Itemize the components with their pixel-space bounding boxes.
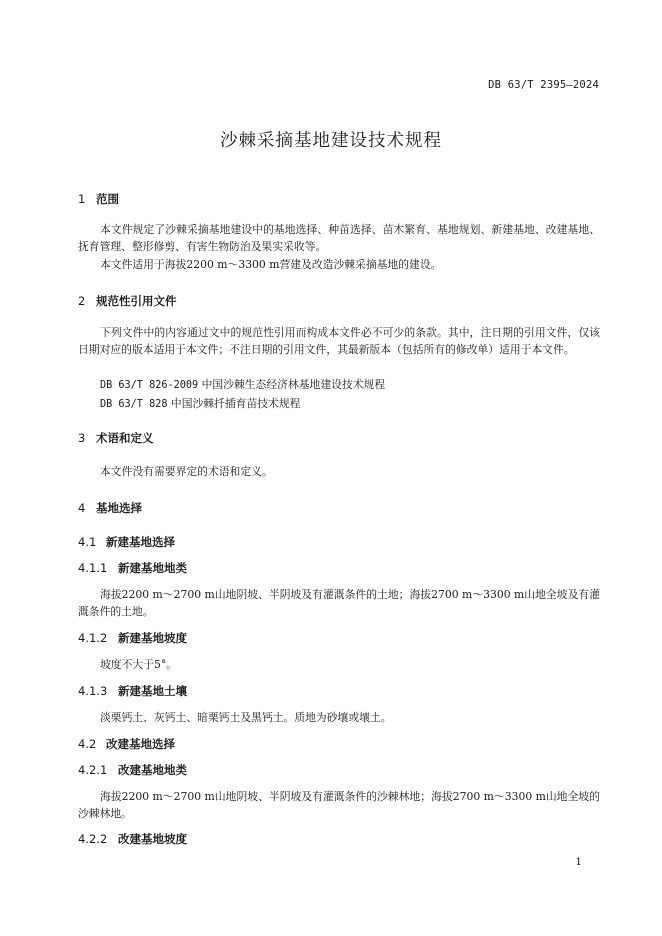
section-number: 4 [78,501,86,515]
paragraph-4-1-2: 坡度不大于5°。 [100,658,178,671]
section-title: 新建基地坡度 [118,631,187,645]
paragraph-scope-1: 本文件规定了沙棘采摘基地建设中的基地选择、种苗选择、苗木繁育、基地规划、新建基地、改建基地、抚育管理、整形修剪、有害生物防治及果实采收等。 [78,223,600,253]
subsection-heading-4-1 [78,534,175,550]
reference-name: 中国沙棘生态经济林基地建设技术规程 [201,378,386,391]
reference-name: 中国沙棘扦插育苗技术规程 [170,397,301,410]
paragraph-4-1-1: 海拔2200 m～2700 m山地阴坡、半阴坡及有灌溉条件的土地；海拔2700 m～3300 m山地全坡及有灌溉条件的土地。 [78,588,600,618]
section-title: 规范性引用文件 [96,294,177,308]
subsection-heading-4-2-1 [78,762,187,778]
section-title: 改建基地坡度 [118,832,187,846]
section-title: 改建基地选择 [106,737,175,751]
section-title: 改建基地地类 [118,763,187,777]
section-title: 新建基地土壤 [118,684,187,698]
section-title: 新建基地地类 [118,561,187,575]
section-heading-4 [78,500,142,516]
section-number: 4.1.1 [78,561,108,575]
section-number: 4.2.2 [78,832,108,846]
subsection-heading-4-1-2 [78,630,187,646]
paragraph-4-1-3: 淡栗钙土、灰钙土、暗栗钙土及黑钙土。质地为砂壤或壤土。 [100,711,392,724]
subsection-heading-4-2 [78,736,175,752]
section-number: 4.2 [78,737,97,751]
section-number: 2 [78,294,86,308]
subsection-heading-4-1-3 [78,683,187,699]
paragraph-scope-2: 本文件适用于海拔2200 m～3300 m营建及改造沙棘采摘基地的建设。 [100,258,442,271]
reference-code: DB 63/T 828 [100,399,168,410]
section-heading-1 [78,191,119,207]
paragraph-4-2-1: 海拔2200 m～2700 m山地阴坡、半阴坡及有灌溉条件的沙棘林地；海拔2700 m～3300 m山地全坡的沙棘林地。 [78,790,600,820]
section-number: 4.1.3 [78,684,108,698]
reference-code: DB 63/T 826-2009 [100,380,199,391]
document-number: DB 63/T 2395—2024 [488,79,599,91]
section-number: 4.1 [78,535,97,549]
section-title: 基地选择 [96,501,142,515]
section-heading-2 [78,293,177,309]
section-number: 4.2.1 [78,763,108,777]
reference-item [100,395,300,413]
reference-item [100,376,385,394]
section-title: 范围 [96,192,119,206]
subsection-heading-4-1-1 [78,560,187,576]
section-heading-3 [78,430,154,446]
section-title: 术语和定义 [96,431,154,445]
paragraph-terms: 本文件没有需要界定的术语和定义。 [100,465,273,478]
section-number: 1 [78,192,86,206]
subsection-heading-4-2-2 [78,831,187,847]
section-number: 3 [78,431,86,445]
section-number: 4.1.2 [78,631,108,645]
page-title: 沙棘采摘基地建设技术规程 [220,131,442,151]
section-title: 新建基地选择 [106,535,175,549]
page-number: 1 [575,856,582,868]
paragraph-normative-refs: 下列文件中的内容通过文中的规范性引用而构成本文件必不可少的条款。其中，注日期的引用文件，仅该日期对应的版本适用于本文件；不注日期的引用文件，其最新版本（包括所有的修改单）适用于本文件。 [78,326,600,356]
